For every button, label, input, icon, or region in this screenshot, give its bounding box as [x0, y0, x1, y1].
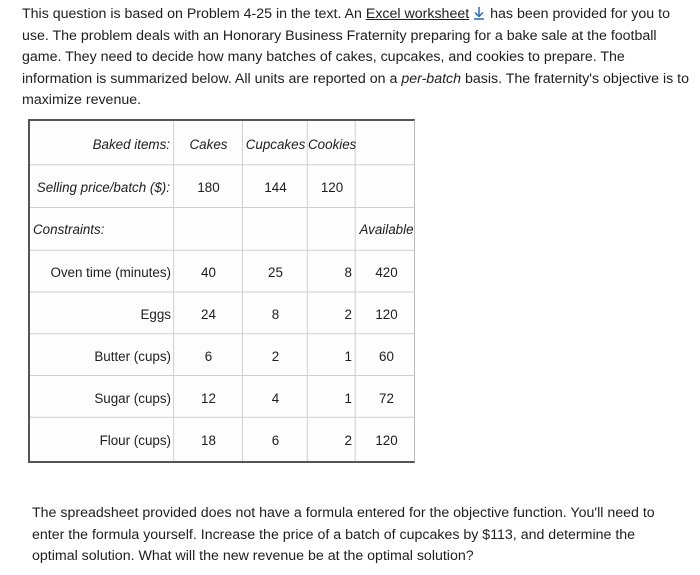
- table-grid: [30, 121, 414, 461]
- row-label-sugar: Sugar (cups): [94, 391, 171, 406]
- price-cookies: 120: [320, 180, 344, 195]
- price-label: Selling price/batch ($):: [36, 180, 170, 195]
- header-cakes: Cakes: [189, 137, 228, 152]
- butter-cupcakes: 2: [271, 349, 280, 364]
- oven-cakes: 40: [201, 265, 216, 280]
- header-cupcakes: Cupcakes: [245, 137, 306, 152]
- flour-cookies: 2: [344, 433, 352, 448]
- row-label-eggs: Eggs: [140, 307, 171, 322]
- eggs-cookies: 2: [344, 307, 352, 322]
- bake-sale-table: [28, 119, 415, 463]
- excel-worksheet-link[interactable]: Excel worksheet: [365, 6, 470, 22]
- oven-available: 420: [375, 265, 398, 280]
- intro-paragraph: [22, 4, 690, 112]
- oven-cookies: 8: [344, 265, 352, 280]
- price-cakes: 180: [197, 180, 220, 195]
- eggs-cakes: 24: [201, 307, 216, 322]
- eggs-cupcakes: 8: [271, 307, 280, 322]
- question-paragraph: The spreadsheet provided does not have a formula entered for the objective function. You'll need to enter the formula yourself. Increase the price of a batch of cupcakes by $113, and determine the optimal solution. What will the new revenue be at the optimal solution?: [32, 505, 655, 565]
- intro-text-1: This question is based on Problem 4-25 in the text. An: [22, 6, 362, 22]
- sugar-cookies: 1: [344, 391, 352, 406]
- sugar-cakes: 12: [201, 391, 216, 406]
- intro-text-2: has been provided for you to use. The problem deals with an Honorary Business Fraternity preparing for a bake sale at the football game. They need to decide how many batches of cakes, cupcakes, and cookies to prepare. The information is summarized below. All units are reported on a: [22, 6, 670, 87]
- sugar-available: 72: [379, 391, 394, 406]
- sugar-cupcakes: 4: [271, 391, 280, 406]
- row-label-oven: Oven time (minutes): [50, 265, 171, 280]
- header-cookies: Cookies: [308, 137, 357, 152]
- eggs-available: 120: [375, 307, 398, 322]
- intro-text-3: basis. The fraternity's objective is to maximize revenue.: [22, 70, 689, 109]
- row-label-butter: Butter (cups): [94, 349, 171, 364]
- flour-cakes: 18: [201, 433, 216, 448]
- price-cupcakes: 144: [264, 180, 287, 195]
- header-baked-items: Baked items:: [92, 137, 170, 152]
- butter-cakes: 6: [204, 349, 213, 364]
- constraints-label: Constraints:: [33, 222, 105, 237]
- butter-available: 60: [379, 349, 394, 364]
- butter-cookies: 1: [344, 349, 352, 364]
- flour-available: 120: [375, 433, 398, 448]
- row-label-flour: Flour (cups): [99, 433, 171, 448]
- intro-emphasis: per-batch: [401, 70, 462, 87]
- available-label: Available: [359, 222, 414, 237]
- oven-cupcakes: 25: [268, 265, 283, 280]
- download-icon[interactable]: [472, 6, 486, 20]
- flour-cupcakes: 6: [271, 433, 280, 448]
